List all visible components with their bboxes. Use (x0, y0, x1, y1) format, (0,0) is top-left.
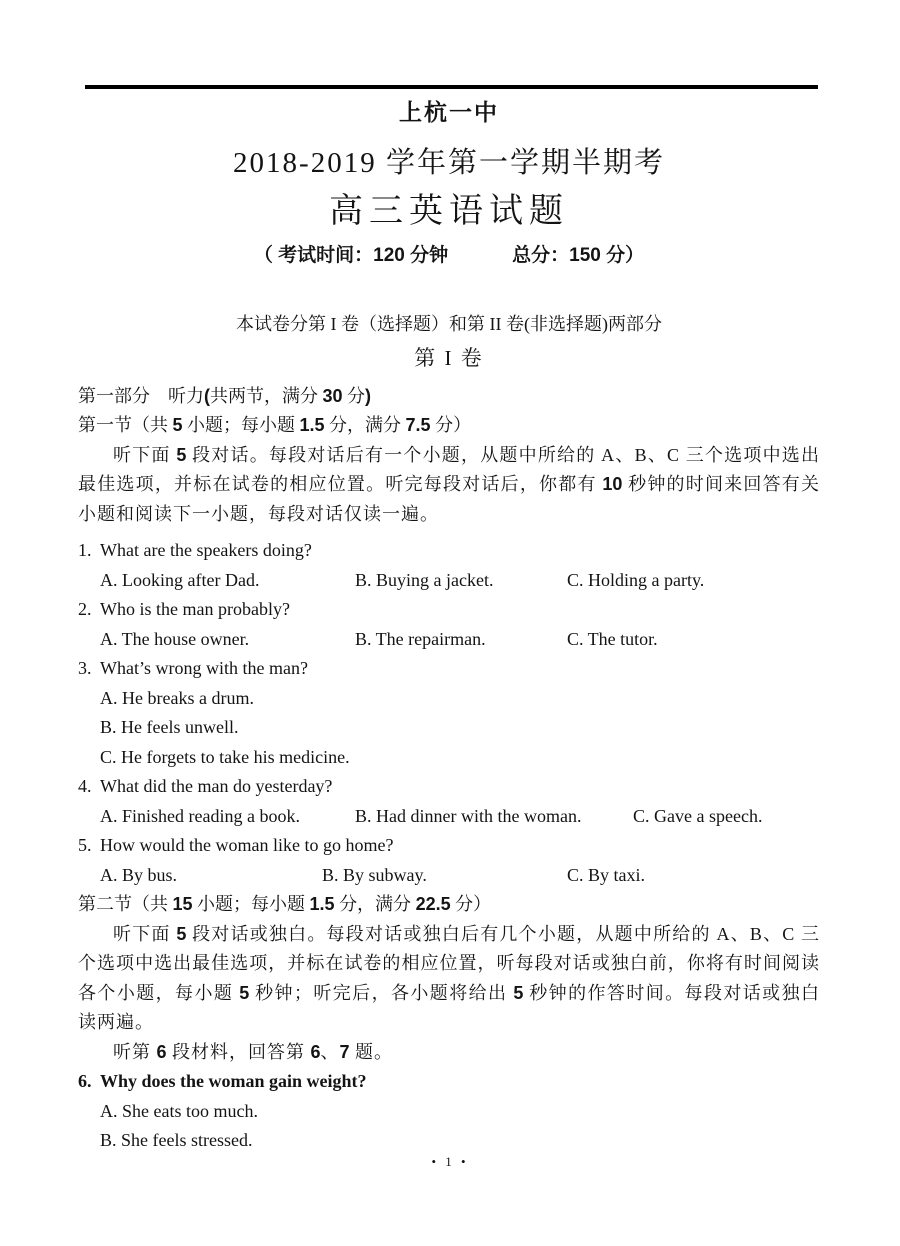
paper-title: 高三英语试题 (329, 193, 569, 230)
question-6-option-b: B. She feels stressed. (100, 1130, 253, 1150)
question-2-options (78, 625, 820, 655)
material-note-6: 听第 6 段材料，回答第 6、7 题。 (113, 1041, 394, 1062)
exam-info-line (78, 242, 820, 269)
question-4-option-a: A. Finished reading a book. (100, 805, 300, 826)
school-name: 上杭一中 (399, 99, 499, 125)
question-3-option-a: A. He breaks a drum. (100, 687, 254, 708)
question-2-option-c: C. The tutor. (567, 628, 658, 649)
header-rule-divider (85, 85, 818, 89)
question-4 (78, 772, 820, 802)
question-5-option-c: C. By taxi. (567, 864, 646, 885)
question-4-number: 4. (78, 776, 92, 796)
question-3 (78, 654, 820, 684)
question-6 (78, 1067, 820, 1097)
exam-duration: （ 考试时间：120 分钟 (253, 245, 449, 266)
question-5-text: How would the woman like to go home? (100, 835, 394, 855)
question-6-options (78, 1097, 820, 1156)
exam-total-score: 总分：150 分） (512, 245, 645, 266)
paper-split-note: 本试卷分第 I 卷（选择题）和第 II 卷(非选择题)两部分 (236, 314, 662, 334)
question-3-number: 3. (78, 658, 92, 678)
question-3-option-b: B. He feels unwell. (100, 717, 239, 737)
page-content (0, 85, 900, 1156)
question-5 (78, 831, 820, 861)
question-5-options (78, 861, 820, 891)
question-6-option-a: A. She eats too much. (100, 1100, 258, 1121)
question-4-text: What did the man do yesterday? (100, 776, 333, 796)
question-1-text: What are the speakers doing? (100, 540, 312, 560)
question-3-options (78, 684, 820, 773)
section2-instructions: 听下面 5 段对话或独白。每段对话或独白后有几个小题，从题中所给的 A、B、C 三个选项中选出最佳选项，并标在试卷的相应位置，听每段对话或独白前，你将有时间阅读各个小题，每小题 5 秒钟；听完后，各小题将给出 5 秒钟的作答时间。每段对话或独白读两遍。 (78, 923, 820, 1032)
part1-heading: 第一部分 听力(共两节，满分 30 分) (78, 385, 372, 406)
volume-title: 第 I 卷 (414, 345, 484, 370)
question-3-text: What’s wrong with the man? (100, 658, 308, 678)
term-line: 2018-2019 学年第一学期半期考 (233, 147, 665, 179)
question-2-option-b: B. The repairman. (355, 628, 486, 649)
question-3-option-c: C. He forgets to take his medicine. (100, 746, 350, 767)
question-5-number: 5. (78, 835, 92, 855)
question-2 (78, 595, 820, 625)
question-5-option-a: A. By bus. (100, 864, 178, 885)
question-5-option-b: B. By subway. (322, 864, 427, 885)
question-2-text: Who is the man probably? (100, 599, 290, 619)
question-6-text: Why does the woman gain weight? (100, 1071, 367, 1091)
question-4-option-c: C. Gave a speech. (633, 805, 763, 826)
question-1-option-a: A. Looking after Dad. (100, 569, 260, 590)
question-1-number: 1. (78, 540, 92, 560)
part1-body (78, 382, 820, 1156)
question-1-options (78, 566, 820, 596)
question-2-number: 2. (78, 599, 92, 619)
question-2-option-a: A. The house owner. (100, 628, 250, 649)
question-1-option-b: B. Buying a jacket. (355, 569, 494, 590)
section2-heading: 第二节（共 15 小题；每小题 1.5 分，满分 22.5 分） (78, 894, 492, 914)
question-4-options (78, 802, 820, 832)
question-6-number: 6. (78, 1071, 92, 1091)
page-number: • 1 • (431, 1154, 469, 1169)
question-1-option-c: C. Holding a party. (567, 569, 705, 590)
section1-heading: 第一节（共 5 小题；每小题 1.5 分，满分 7.5 分） (78, 415, 472, 435)
question-1 (78, 536, 820, 566)
section1-instructions: 听下面 5 段对话。每段对话后有一个小题，从题中所给的 A、B、C 三个选项中选出最佳选项，并标在试卷的相应位置。听完每段对话后，你都有 10 秒钟的时间来回答有关小题和阅读下一小题，每段对话仅读一遍。 (78, 444, 821, 524)
question-4-option-b: B. Had dinner with the woman. (355, 805, 582, 826)
